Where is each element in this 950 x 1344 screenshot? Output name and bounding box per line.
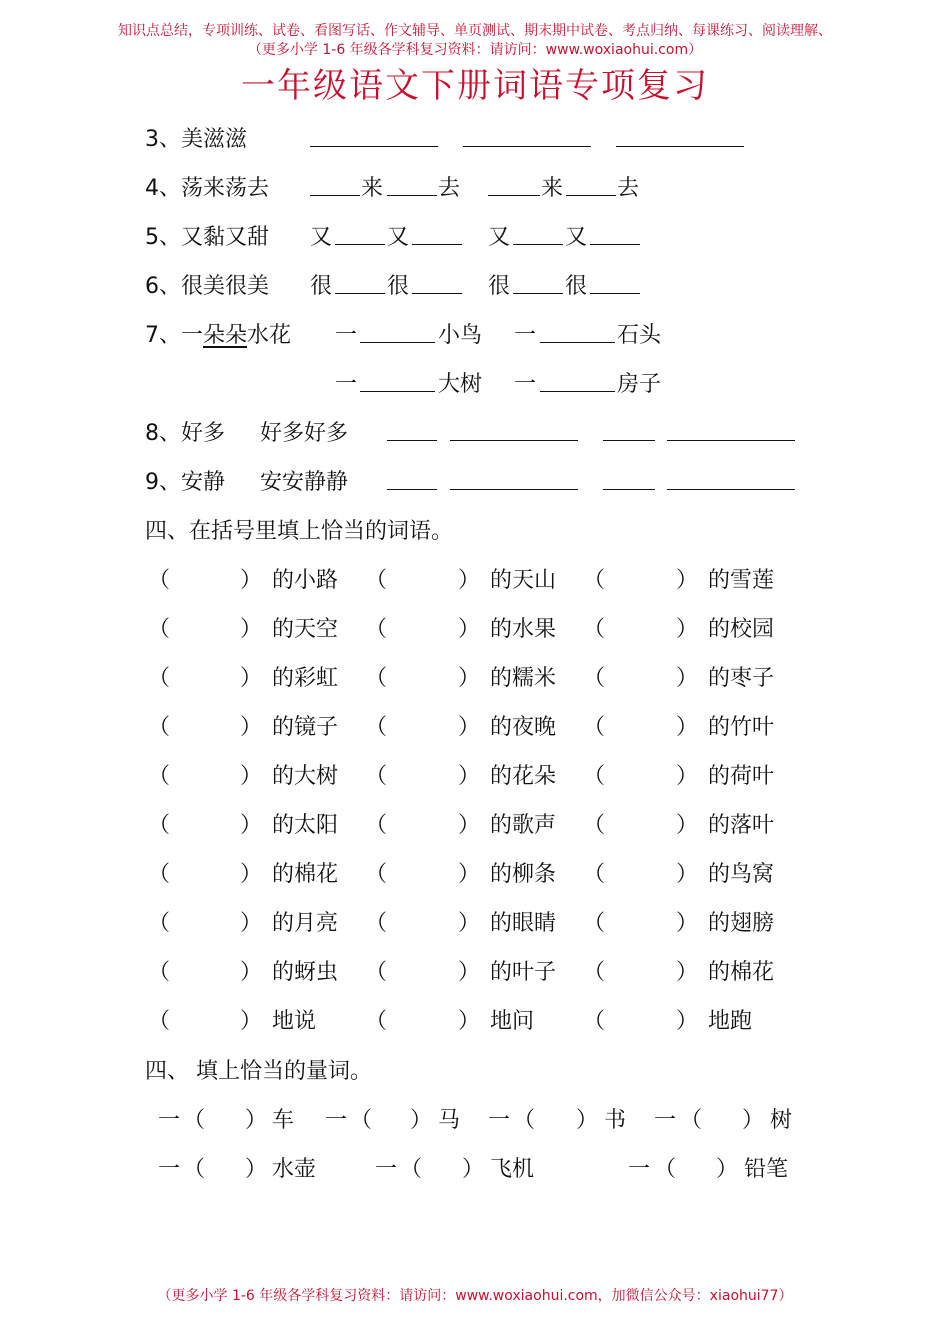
fixed-char: 一 — [325, 1108, 348, 1133]
answer-blank[interactable] — [335, 267, 385, 294]
phrase-item: 的校园 — [708, 617, 775, 642]
answer-slot[interactable] — [609, 708, 671, 738]
exercise-4-label: 4、荡来荡去 — [145, 176, 269, 201]
fill-words-row — [0, 806, 950, 846]
noun-item: 水壶 — [272, 1157, 317, 1182]
open-paren: （ — [148, 960, 171, 985]
answer-slot[interactable] — [174, 806, 236, 836]
open-paren: （ — [350, 1108, 373, 1133]
open-paren: （ — [148, 568, 171, 593]
close-paren: ） — [240, 1009, 263, 1034]
exercise-7-label: 7、一朵朵水花 — [145, 323, 292, 348]
open-paren: （ — [148, 813, 171, 838]
answer-slot[interactable] — [174, 708, 236, 738]
phrase-item: 的月亮 — [272, 911, 339, 936]
phrase-item: 的叶子 — [490, 960, 557, 985]
answer-blank[interactable] — [335, 218, 385, 245]
noun-item: 书 — [604, 1108, 627, 1133]
phrase-item: 的落叶 — [708, 813, 775, 838]
noun-item: 马 — [438, 1108, 461, 1133]
answer-blank[interactable] — [463, 120, 591, 147]
noun-item: 飞机 — [490, 1157, 535, 1182]
answer-slot[interactable] — [609, 806, 671, 836]
close-paren: ） — [458, 862, 481, 887]
open-paren: （ — [583, 911, 606, 936]
answer-blank[interactable] — [667, 414, 795, 441]
close-paren: ） — [458, 568, 481, 593]
answer-blank[interactable] — [360, 316, 435, 343]
close-paren: ） — [742, 1108, 765, 1133]
close-paren: ） — [676, 813, 699, 838]
fixed-char: 又 — [565, 225, 588, 250]
close-paren: ） — [676, 715, 699, 740]
close-paren: ） — [716, 1157, 739, 1182]
close-paren: ） — [410, 1108, 433, 1133]
close-paren: ） — [676, 764, 699, 789]
close-paren: ） — [458, 715, 481, 740]
close-paren: ） — [576, 1108, 599, 1133]
answer-blank[interactable] — [616, 120, 744, 147]
open-paren: （ — [365, 568, 388, 593]
open-paren: （ — [365, 617, 388, 642]
answer-slot[interactable] — [391, 953, 453, 983]
answer-slot[interactable] — [174, 855, 236, 885]
answer-slot[interactable] — [609, 1002, 671, 1032]
open-paren: （ — [365, 862, 388, 887]
phrase-item: 的彩虹 — [272, 666, 339, 691]
answer-blank[interactable] — [590, 267, 640, 294]
close-paren: ） — [458, 666, 481, 691]
phrase-item: 的柳条 — [490, 862, 557, 887]
answer-slot[interactable] — [391, 659, 453, 689]
fixed-char: 一 — [654, 1108, 677, 1133]
fixed-char: 又 — [310, 225, 333, 250]
footer-note: （更多小学 1-6 年级各学科复习资料：请访问：www.woxiaohui.com，加微信公众号：xiaohui77） — [157, 1288, 793, 1304]
phrase-item: 地问 — [490, 1009, 535, 1034]
answer-blank[interactable] — [590, 218, 640, 245]
phrase-item: 的蚜虫 — [272, 960, 339, 985]
noun-item: 小鸟 — [438, 323, 483, 348]
fixed-char: 一 — [514, 372, 537, 397]
open-paren: （ — [365, 666, 388, 691]
open-paren: （ — [513, 1108, 536, 1133]
answer-blank[interactable] — [450, 414, 578, 441]
phrase-item: 的天空 — [272, 617, 339, 642]
noun-item: 车 — [272, 1108, 295, 1133]
answer-slot[interactable] — [391, 1002, 453, 1032]
answer-slot[interactable] — [679, 1150, 719, 1180]
phrase-item: 的太阳 — [272, 813, 339, 838]
close-paren: ） — [676, 568, 699, 593]
exercise-8-example: 好多好多 — [260, 421, 349, 446]
open-paren: （ — [583, 715, 606, 740]
phrase-item: 的眼睛 — [490, 911, 557, 936]
close-paren: ） — [240, 568, 263, 593]
answer-slot[interactable] — [208, 1101, 248, 1131]
fixed-char: 来 — [361, 176, 384, 201]
close-paren: ） — [458, 764, 481, 789]
fill-words-row — [0, 953, 950, 993]
fixed-char: 一 — [158, 1108, 181, 1133]
open-paren: （ — [148, 617, 171, 642]
answer-slot[interactable] — [174, 904, 236, 934]
open-paren: （ — [365, 960, 388, 985]
open-paren: （ — [654, 1157, 677, 1182]
open-paren: （ — [148, 666, 171, 691]
answer-blank[interactable] — [540, 316, 615, 343]
answer-slot[interactable] — [609, 757, 671, 787]
answer-slot[interactable] — [174, 659, 236, 689]
answer-slot[interactable] — [391, 904, 453, 934]
answer-blank[interactable] — [450, 463, 578, 490]
noun-item: 大树 — [438, 372, 483, 397]
answer-slot[interactable] — [705, 1101, 745, 1131]
phrase-item: 的糯米 — [490, 666, 557, 691]
fixed-char: 很 — [565, 274, 588, 299]
answer-blank[interactable] — [667, 463, 795, 490]
answer-slot[interactable] — [174, 610, 236, 640]
phrase-item: 的花朵 — [490, 764, 557, 789]
exercise-5-label: 5、又黏又甜 — [145, 225, 269, 250]
close-paren: ） — [240, 715, 263, 740]
answer-slot[interactable] — [174, 1002, 236, 1032]
open-paren: （ — [148, 715, 171, 740]
phrase-item: 的水果 — [490, 617, 557, 642]
page-title: 一年级语文下册词语专项复习 — [241, 66, 709, 106]
answer-slot[interactable] — [174, 953, 236, 983]
answer-slot[interactable] — [174, 561, 236, 591]
fixed-char: 很 — [488, 274, 511, 299]
answer-blank[interactable] — [603, 414, 655, 441]
fixed-char: 又 — [488, 225, 511, 250]
answer-slot[interactable] — [391, 610, 453, 640]
answer-slot[interactable] — [174, 757, 236, 787]
open-paren: （ — [148, 911, 171, 936]
phrase-item: 地跑 — [708, 1009, 753, 1034]
close-paren: ） — [240, 862, 263, 887]
exercise-5 — [0, 218, 950, 258]
phrase-item: 的天山 — [490, 568, 557, 593]
header-line-2: （更多小学 1-6 年级各学科复习资料：请访问：www.woxiaohui.com） — [247, 42, 703, 58]
answer-blank[interactable] — [412, 218, 462, 245]
close-paren: ） — [458, 1009, 481, 1034]
answer-blank[interactable] — [310, 120, 438, 147]
section-heading-fill-words: 四、在括号里填上恰当的词语。 — [145, 519, 454, 544]
close-paren: ） — [245, 1108, 268, 1133]
close-paren: ） — [458, 911, 481, 936]
close-paren: ） — [240, 617, 263, 642]
answer-blank[interactable] — [387, 169, 437, 196]
fill-words-row — [0, 659, 950, 699]
close-paren: ） — [676, 617, 699, 642]
fixed-char: 一 — [335, 372, 358, 397]
answer-slot[interactable] — [425, 1150, 465, 1180]
fixed-char: 很 — [310, 274, 333, 299]
close-paren: ） — [240, 764, 263, 789]
measure-word-row-1 — [0, 1101, 950, 1141]
noun-item: 树 — [770, 1108, 793, 1133]
answer-slot[interactable] — [208, 1150, 248, 1180]
open-paren: （ — [583, 568, 606, 593]
fill-words-row — [0, 561, 950, 601]
close-paren: ） — [676, 666, 699, 691]
fill-words-row — [0, 904, 950, 944]
exercise-9-label: 9、安静 — [145, 470, 225, 495]
answer-slot[interactable] — [609, 659, 671, 689]
close-paren: ） — [676, 862, 699, 887]
phrase-item: 的枣子 — [708, 666, 775, 691]
open-paren: （ — [583, 666, 606, 691]
fixed-char: 去 — [438, 176, 461, 201]
open-paren: （ — [148, 862, 171, 887]
fixed-char: 一 — [628, 1157, 651, 1182]
exercise-4 — [0, 169, 950, 209]
answer-blank[interactable] — [513, 267, 563, 294]
close-paren: ） — [240, 666, 263, 691]
exercise-6 — [0, 267, 950, 307]
exercise-7-cont — [0, 365, 950, 405]
answer-slot[interactable] — [609, 610, 671, 640]
fill-words-row — [0, 610, 950, 650]
noun-item: 铅笔 — [744, 1157, 789, 1182]
fixed-char: 去 — [617, 176, 640, 201]
close-paren: ） — [240, 911, 263, 936]
fixed-char: 一 — [375, 1157, 398, 1182]
exercise-9-example: 安安静静 — [260, 470, 349, 495]
answer-slot[interactable] — [609, 904, 671, 934]
open-paren: （ — [365, 911, 388, 936]
open-paren: （ — [583, 764, 606, 789]
section-heading-measure-words: 四、 填上恰当的量词。 — [145, 1059, 372, 1084]
answer-slot[interactable] — [391, 855, 453, 885]
exercise-9 — [0, 463, 950, 503]
phrase-item: 的小路 — [272, 568, 339, 593]
phrase-item: 的翅膀 — [708, 911, 775, 936]
open-paren: （ — [365, 764, 388, 789]
open-paren: （ — [583, 617, 606, 642]
answer-blank[interactable] — [513, 218, 563, 245]
phrase-item: 的镜子 — [272, 715, 339, 740]
open-paren: （ — [183, 1108, 206, 1133]
phrase-item: 的棉花 — [708, 960, 775, 985]
fixed-char: 一 — [488, 1108, 511, 1133]
fixed-char: 一 — [335, 323, 358, 348]
fixed-char: 一 — [158, 1157, 181, 1182]
open-paren: （ — [148, 1009, 171, 1034]
open-paren: （ — [365, 813, 388, 838]
open-paren: （ — [680, 1108, 703, 1133]
open-paren: （ — [583, 960, 606, 985]
open-paren: （ — [583, 813, 606, 838]
answer-slot[interactable] — [375, 1101, 415, 1131]
noun-item: 石头 — [617, 323, 662, 348]
fixed-char: 来 — [541, 176, 564, 201]
open-paren: （ — [583, 1009, 606, 1034]
close-paren: ） — [240, 813, 263, 838]
answer-slot[interactable] — [609, 561, 671, 591]
open-paren: （ — [400, 1157, 423, 1182]
answer-slot[interactable] — [538, 1101, 578, 1131]
close-paren: ） — [458, 960, 481, 985]
answer-blank[interactable] — [540, 365, 615, 392]
answer-slot[interactable] — [391, 806, 453, 836]
answer-blank[interactable] — [360, 365, 435, 392]
exercise-3-label: 3、美滋滋 — [145, 127, 247, 152]
measure-word-row-2 — [0, 1150, 950, 1190]
phrase-item: 的夜晚 — [490, 715, 557, 740]
fixed-char: 又 — [387, 225, 410, 250]
answer-blank[interactable] — [488, 169, 540, 196]
phrase-item: 的大树 — [272, 764, 339, 789]
phrase-item: 的荷叶 — [708, 764, 775, 789]
answer-blank[interactable] — [566, 169, 616, 196]
answer-blank[interactable] — [412, 267, 462, 294]
open-paren: （ — [365, 715, 388, 740]
answer-slot[interactable] — [609, 953, 671, 983]
exercise-6-label: 6、很美很美 — [145, 274, 269, 299]
exercise-7 — [0, 316, 950, 356]
answer-blank[interactable] — [387, 414, 437, 441]
header-line-1: 知识点总结，专项训练、试卷、看图写话、作文辅导、单页测试、期末期中试卷、考点归纳、每课练习、阅读理解、 — [118, 23, 832, 39]
phrase-item: 的歌声 — [490, 813, 557, 838]
exercise-8-label: 8、好多 — [145, 421, 225, 446]
answer-blank[interactable] — [310, 169, 360, 196]
phrase-item: 的鸟窝 — [708, 862, 775, 887]
answer-slot[interactable] — [391, 708, 453, 738]
close-paren: ） — [462, 1157, 485, 1182]
answer-blank[interactable] — [387, 463, 437, 490]
phrase-item: 的雪莲 — [708, 568, 775, 593]
close-paren: ） — [240, 960, 263, 985]
fill-words-row — [0, 855, 950, 895]
close-paren: ） — [458, 813, 481, 838]
phrase-item: 的棉花 — [272, 862, 339, 887]
close-paren: ） — [245, 1157, 268, 1182]
noun-item: 房子 — [617, 372, 662, 397]
fill-words-row — [0, 708, 950, 748]
exercise-8 — [0, 414, 950, 454]
close-paren: ） — [458, 617, 481, 642]
fixed-char: 一 — [514, 323, 537, 348]
answer-blank[interactable] — [603, 463, 655, 490]
open-paren: （ — [365, 1009, 388, 1034]
phrase-item: 的竹叶 — [708, 715, 775, 740]
close-paren: ） — [676, 911, 699, 936]
open-paren: （ — [583, 862, 606, 887]
close-paren: ） — [676, 1009, 699, 1034]
answer-slot[interactable] — [609, 855, 671, 885]
open-paren: （ — [183, 1157, 206, 1182]
fixed-char: 很 — [387, 274, 410, 299]
answer-slot[interactable] — [391, 561, 453, 591]
answer-slot[interactable] — [391, 757, 453, 787]
close-paren: ） — [676, 960, 699, 985]
open-paren: （ — [148, 764, 171, 789]
exercise-3 — [0, 120, 950, 160]
fill-words-row — [0, 757, 950, 797]
fill-words-row — [0, 1002, 950, 1042]
phrase-item: 地说 — [272, 1009, 317, 1034]
